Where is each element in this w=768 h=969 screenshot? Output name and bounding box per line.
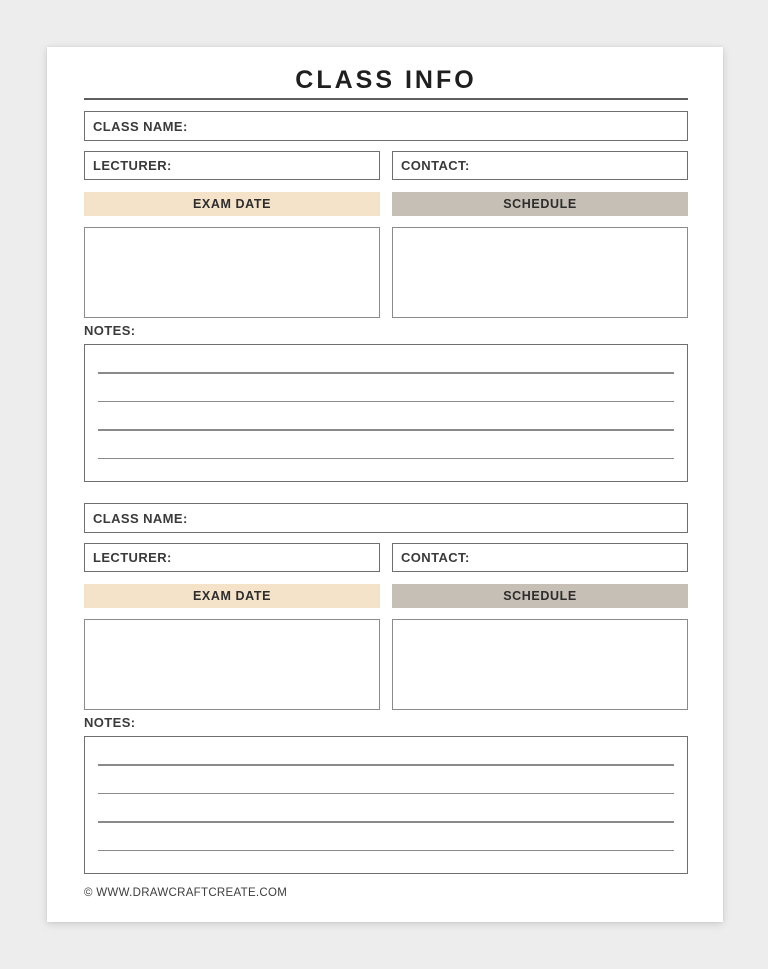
class-name-field[interactable] — [84, 503, 688, 533]
notes-label: NOTES: — [84, 715, 136, 730]
note-line — [98, 429, 674, 431]
page-title: CLASS INFO — [295, 66, 477, 94]
note-line — [98, 764, 674, 766]
lecturer-label: LECTURER: — [93, 550, 172, 565]
title-divider — [84, 98, 688, 100]
schedule-header: SCHEDULE — [392, 192, 688, 216]
class-name-label: CLASS NAME: — [93, 510, 188, 526]
notes-label: NOTES: — [84, 323, 136, 338]
exam-date-box[interactable] — [84, 227, 380, 318]
class-name-label: CLASS NAME: — [93, 118, 188, 134]
exam-date-header: EXAM DATE — [84, 584, 380, 608]
note-line — [98, 793, 674, 795]
contact-label: CONTACT: — [401, 550, 470, 565]
class-info-section — [84, 111, 688, 482]
note-line — [98, 850, 674, 852]
note-line — [98, 821, 674, 823]
schedule-box[interactable] — [392, 227, 688, 318]
contact-label: CONTACT: — [401, 158, 470, 173]
footer-credit: © WWW.DRAWCRAFTCREATE.COM — [84, 887, 288, 899]
exam-date-box[interactable] — [84, 619, 380, 710]
class-name-field[interactable] — [84, 111, 688, 141]
note-line — [98, 372, 674, 374]
lecturer-label: LECTURER: — [93, 158, 172, 173]
notes-box[interactable] — [84, 344, 688, 482]
schedule-header: SCHEDULE — [392, 584, 688, 608]
class-info-section — [84, 503, 688, 874]
contact-field[interactable] — [392, 151, 688, 180]
schedule-box[interactable] — [392, 619, 688, 710]
notes-box[interactable] — [84, 736, 688, 874]
contact-field[interactable] — [392, 543, 688, 572]
page-content — [47, 65, 723, 940]
planner-page — [47, 47, 723, 922]
note-line — [98, 458, 674, 460]
lecturer-field[interactable] — [84, 151, 380, 180]
lecturer-field[interactable] — [84, 543, 380, 572]
exam-date-header: EXAM DATE — [84, 192, 380, 216]
note-line — [98, 401, 674, 403]
